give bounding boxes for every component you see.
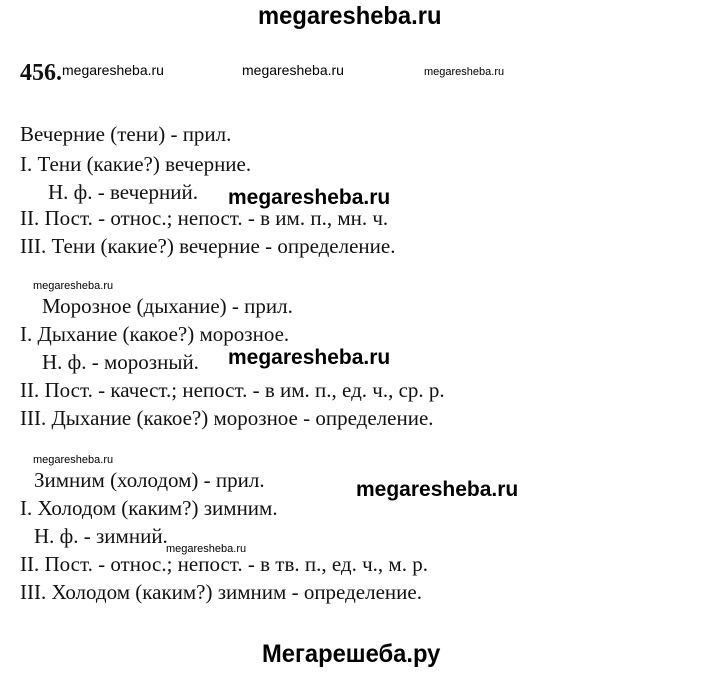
block1-line-1: Вечерние (тени) - прил. (20, 122, 232, 146)
block2-line-5: III. Дыхание (какое?) морозное - определение. (20, 406, 434, 430)
block1-line-3: Н. ф. - вечерний. (48, 180, 198, 204)
block3-line-3: Н. ф. - зимний. (34, 524, 168, 548)
block1-line-4: II. Пост. - относ.; непост. - в им. п., мн. ч. (20, 206, 389, 230)
block3-line-4: II. Пост. - относ.; непост. - в тв. п., ед. ч., м. р. (20, 552, 428, 576)
task-number: 456. (20, 60, 62, 86)
header-watermark: megaresheba.ru (258, 2, 442, 30)
block3-line-2: I. Холодом (каким?) зимним. (20, 496, 278, 520)
block3-line-5: III. Холодом (каким?) зимним - определение. (20, 580, 422, 604)
block1-watermark: megaresheba.ru (228, 186, 391, 209)
block2-line-4: II. Пост. - качест.; непост. - в им. п., ед. ч., ср. р. (20, 378, 445, 402)
block2-line-3: Н. ф. - морозный. (42, 350, 199, 374)
block3-line-1: Зимним (холодом) - прил. (34, 468, 265, 492)
block2-line-1: Морозное (дыхание) - прил. (42, 294, 293, 318)
block3-small-watermark: megaresheba.ru (33, 454, 114, 466)
watermark-top-2: megaresheba.ru (242, 62, 344, 78)
block2-small-watermark: megaresheba.ru (33, 280, 114, 292)
block2-watermark: megaresheba.ru (228, 346, 391, 369)
block2-line-2: I. Дыхание (какое?) морозное. (20, 322, 290, 346)
block1-line-5: III. Тени (какие?) вечерние - определение. (20, 234, 396, 258)
watermark-top-1: megaresheba.ru (62, 62, 164, 78)
block3-tiny-watermark: megaresheba.ru (166, 543, 247, 555)
block3-watermark: megaresheba.ru (356, 478, 519, 501)
watermark-top-3: megaresheba.ru (424, 66, 505, 78)
footer-watermark: Мегарешеба.ру (262, 640, 441, 668)
block1-line-2: I. Тени (какие?) вечерние. (20, 152, 252, 176)
